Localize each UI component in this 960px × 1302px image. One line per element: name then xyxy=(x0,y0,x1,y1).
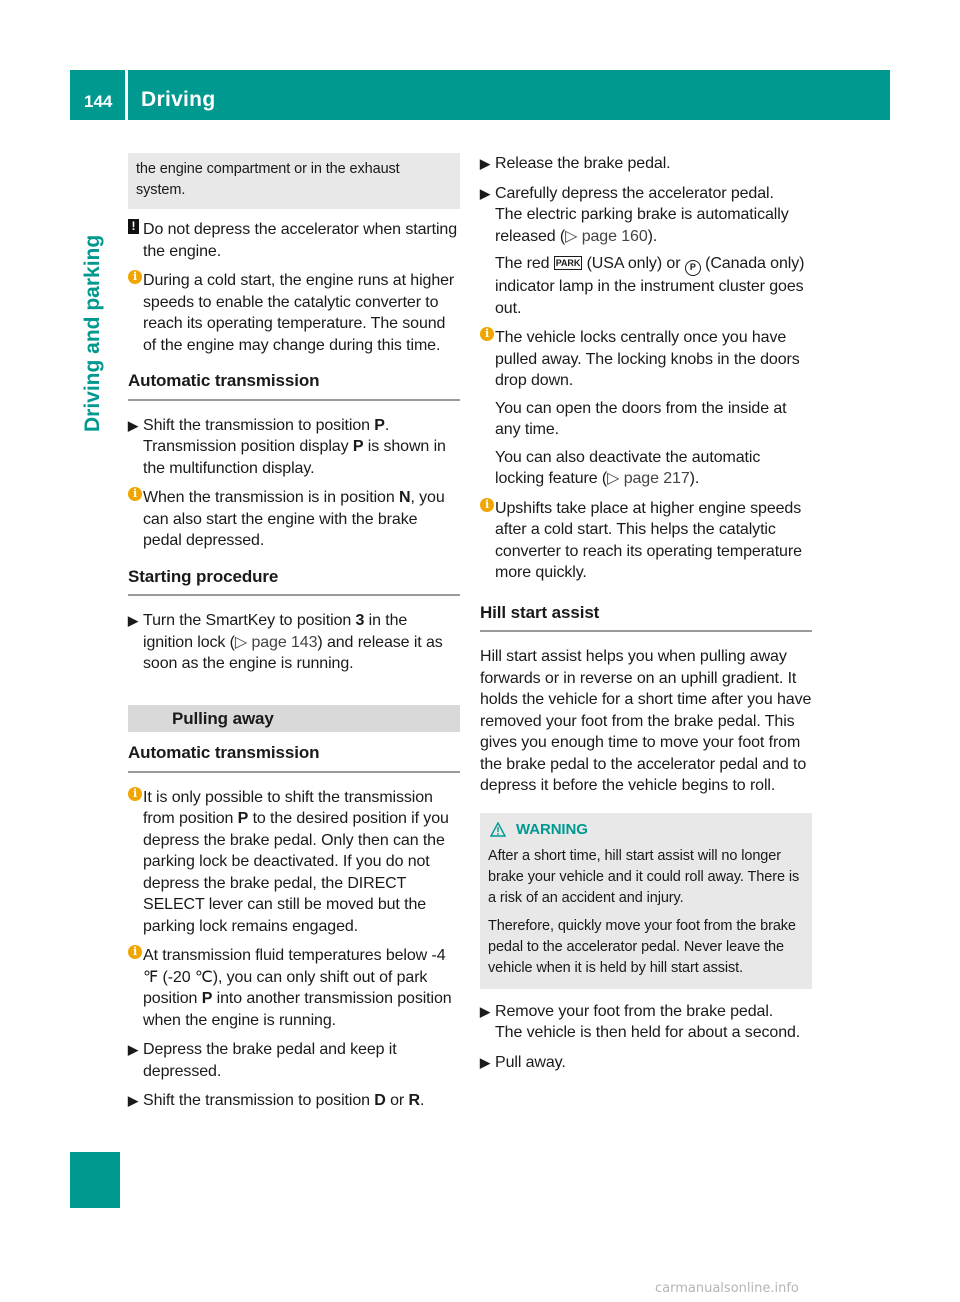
info-icon: i xyxy=(128,270,142,284)
warning-note: ! Do not depress the accelerator when starting the engine. xyxy=(128,219,460,262)
step-arrow-icon: ▶ xyxy=(128,1042,138,1057)
step-arrow-icon: ▶ xyxy=(128,417,138,433)
side-tab-marker xyxy=(70,1152,120,1208)
step-item: ▶ Pull away. xyxy=(480,1052,812,1074)
step-arrow-icon: ▶ xyxy=(480,185,490,201)
watermark: carmanualsonline.info xyxy=(655,1281,799,1296)
warning-text: Therefore, quickly move your foot from the brake pedal to the accelerator pedal. Never leave the vehicle when it is held by hill start assist. xyxy=(488,917,796,976)
warning-text: After a short time, hill start assist will no longer brake your vehicle and it could roll away. There is a risk of an accident and injury. xyxy=(488,847,800,906)
step-arrow-icon: ▶ xyxy=(128,613,138,628)
warning-triangle-icon xyxy=(490,822,506,837)
page-reference-link[interactable]: ▷ page 143 xyxy=(234,633,318,651)
page-reference-link[interactable]: ▷ page 217 xyxy=(607,470,690,487)
info-icon: i xyxy=(128,787,142,801)
step-arrow-icon: ▶ xyxy=(480,1054,490,1070)
warning-box xyxy=(480,813,812,989)
parking-brake-lamp-icon: P xyxy=(685,260,701,276)
info-note: i The vehicle locks centrally once you have pulled away. The locking knobs in the doors drop down. You can open the doors from the inside at any time. You can also deactivate the automatic locking feature (▷ page 217). xyxy=(480,327,812,490)
step-item: ▶ Shift the transmission to position D or R. xyxy=(128,1090,460,1112)
step-item: ▶ Depress the brake pedal and keep it depressed. xyxy=(128,1041,397,1080)
page-number: 144 xyxy=(84,92,113,111)
header-divider xyxy=(125,70,128,128)
info-icon: i xyxy=(128,487,142,501)
step-item: ▶ Carefully depress the accelerator pedal. The electric parking brake is automatically released (▷ page 160). The red PARK (USA only) or P (Canada only) indicator lamp in the instrument cluster goes out. xyxy=(480,184,805,317)
step-item: ▶ Turn the SmartKey to position 3 in the ignition lock (▷ page 143) and release it as soon as the engine is running. xyxy=(128,612,443,672)
info-note: i When the transmission is in position N, you can also start the engine with the brake pedal depressed. xyxy=(128,487,460,552)
page-reference-link[interactable]: ▷ page 160 xyxy=(565,227,648,245)
step-item: ▶ Release the brake pedal. xyxy=(480,153,812,175)
step-arrow-icon: ▶ xyxy=(480,156,490,171)
info-note: i Upshifts take place at higher engine speeds after a cold start. This helps the catalytic converter to reach its operating temperature more quickly. xyxy=(480,498,812,584)
continued-warning-box: the engine compartment or in the exhaust system. xyxy=(128,153,460,209)
info-icon: i xyxy=(480,498,494,512)
hill-start-description: Hill start assist helps you when pulling away forwards or in reverse on an uphill gradient. It holds the vehicle for a short time after you have removed your foot from the brake pedal. This gives you enough time to move your foot from the brake pedal to the accelerator pedal and to depress it before the vehicle begins to roll. xyxy=(480,648,812,794)
step-arrow-icon: ▶ xyxy=(480,1003,490,1019)
exclamation-icon: ! xyxy=(128,219,139,234)
section-heading: Hill start assist xyxy=(480,602,812,633)
info-note: i At transmission fluid temperatures below -4 ℉ (-20 ℃), you can only shift out of park position P into another transmission position when the engine is running. xyxy=(128,945,460,1031)
chapter-heading: Pulling away xyxy=(128,705,460,733)
warning-title: WARNING xyxy=(488,819,804,840)
step-item: ▶ Shift the transmission to position P. Transmission position display P is shown in the multifunction display. xyxy=(128,416,446,477)
side-label-text: Driving and parking xyxy=(81,234,104,432)
info-icon: i xyxy=(480,327,494,341)
section-heading: Automatic transmission xyxy=(128,742,460,773)
info-note: i It is only possible to shift the transmission from position P to the desired position if you depress the brake pedal. Only then can the parking lock be deactivated. If you do not depress the brake pedal, the DIRECT SELECT lever can still be moved but the parking lock remains engaged. xyxy=(128,787,460,938)
info-icon: i xyxy=(128,945,142,959)
park-lamp-icon: PARK xyxy=(555,258,581,268)
side-label xyxy=(70,130,120,1210)
section-heading: Starting procedure xyxy=(128,566,460,597)
step-item: ▶ Remove your foot from the brake pedal. The vehicle is then held for about a second. xyxy=(480,1002,801,1041)
left-column xyxy=(128,153,460,1120)
right-column xyxy=(480,153,812,1081)
info-note: i During a cold start, the engine runs at higher speeds to enable the catalytic converter to reach its operating temperature. The sound of the engine may change during this time. xyxy=(128,270,460,356)
section-heading: Automatic transmission xyxy=(128,370,460,401)
page-title: Driving xyxy=(141,88,216,111)
step-arrow-icon: ▶ xyxy=(128,1093,138,1108)
